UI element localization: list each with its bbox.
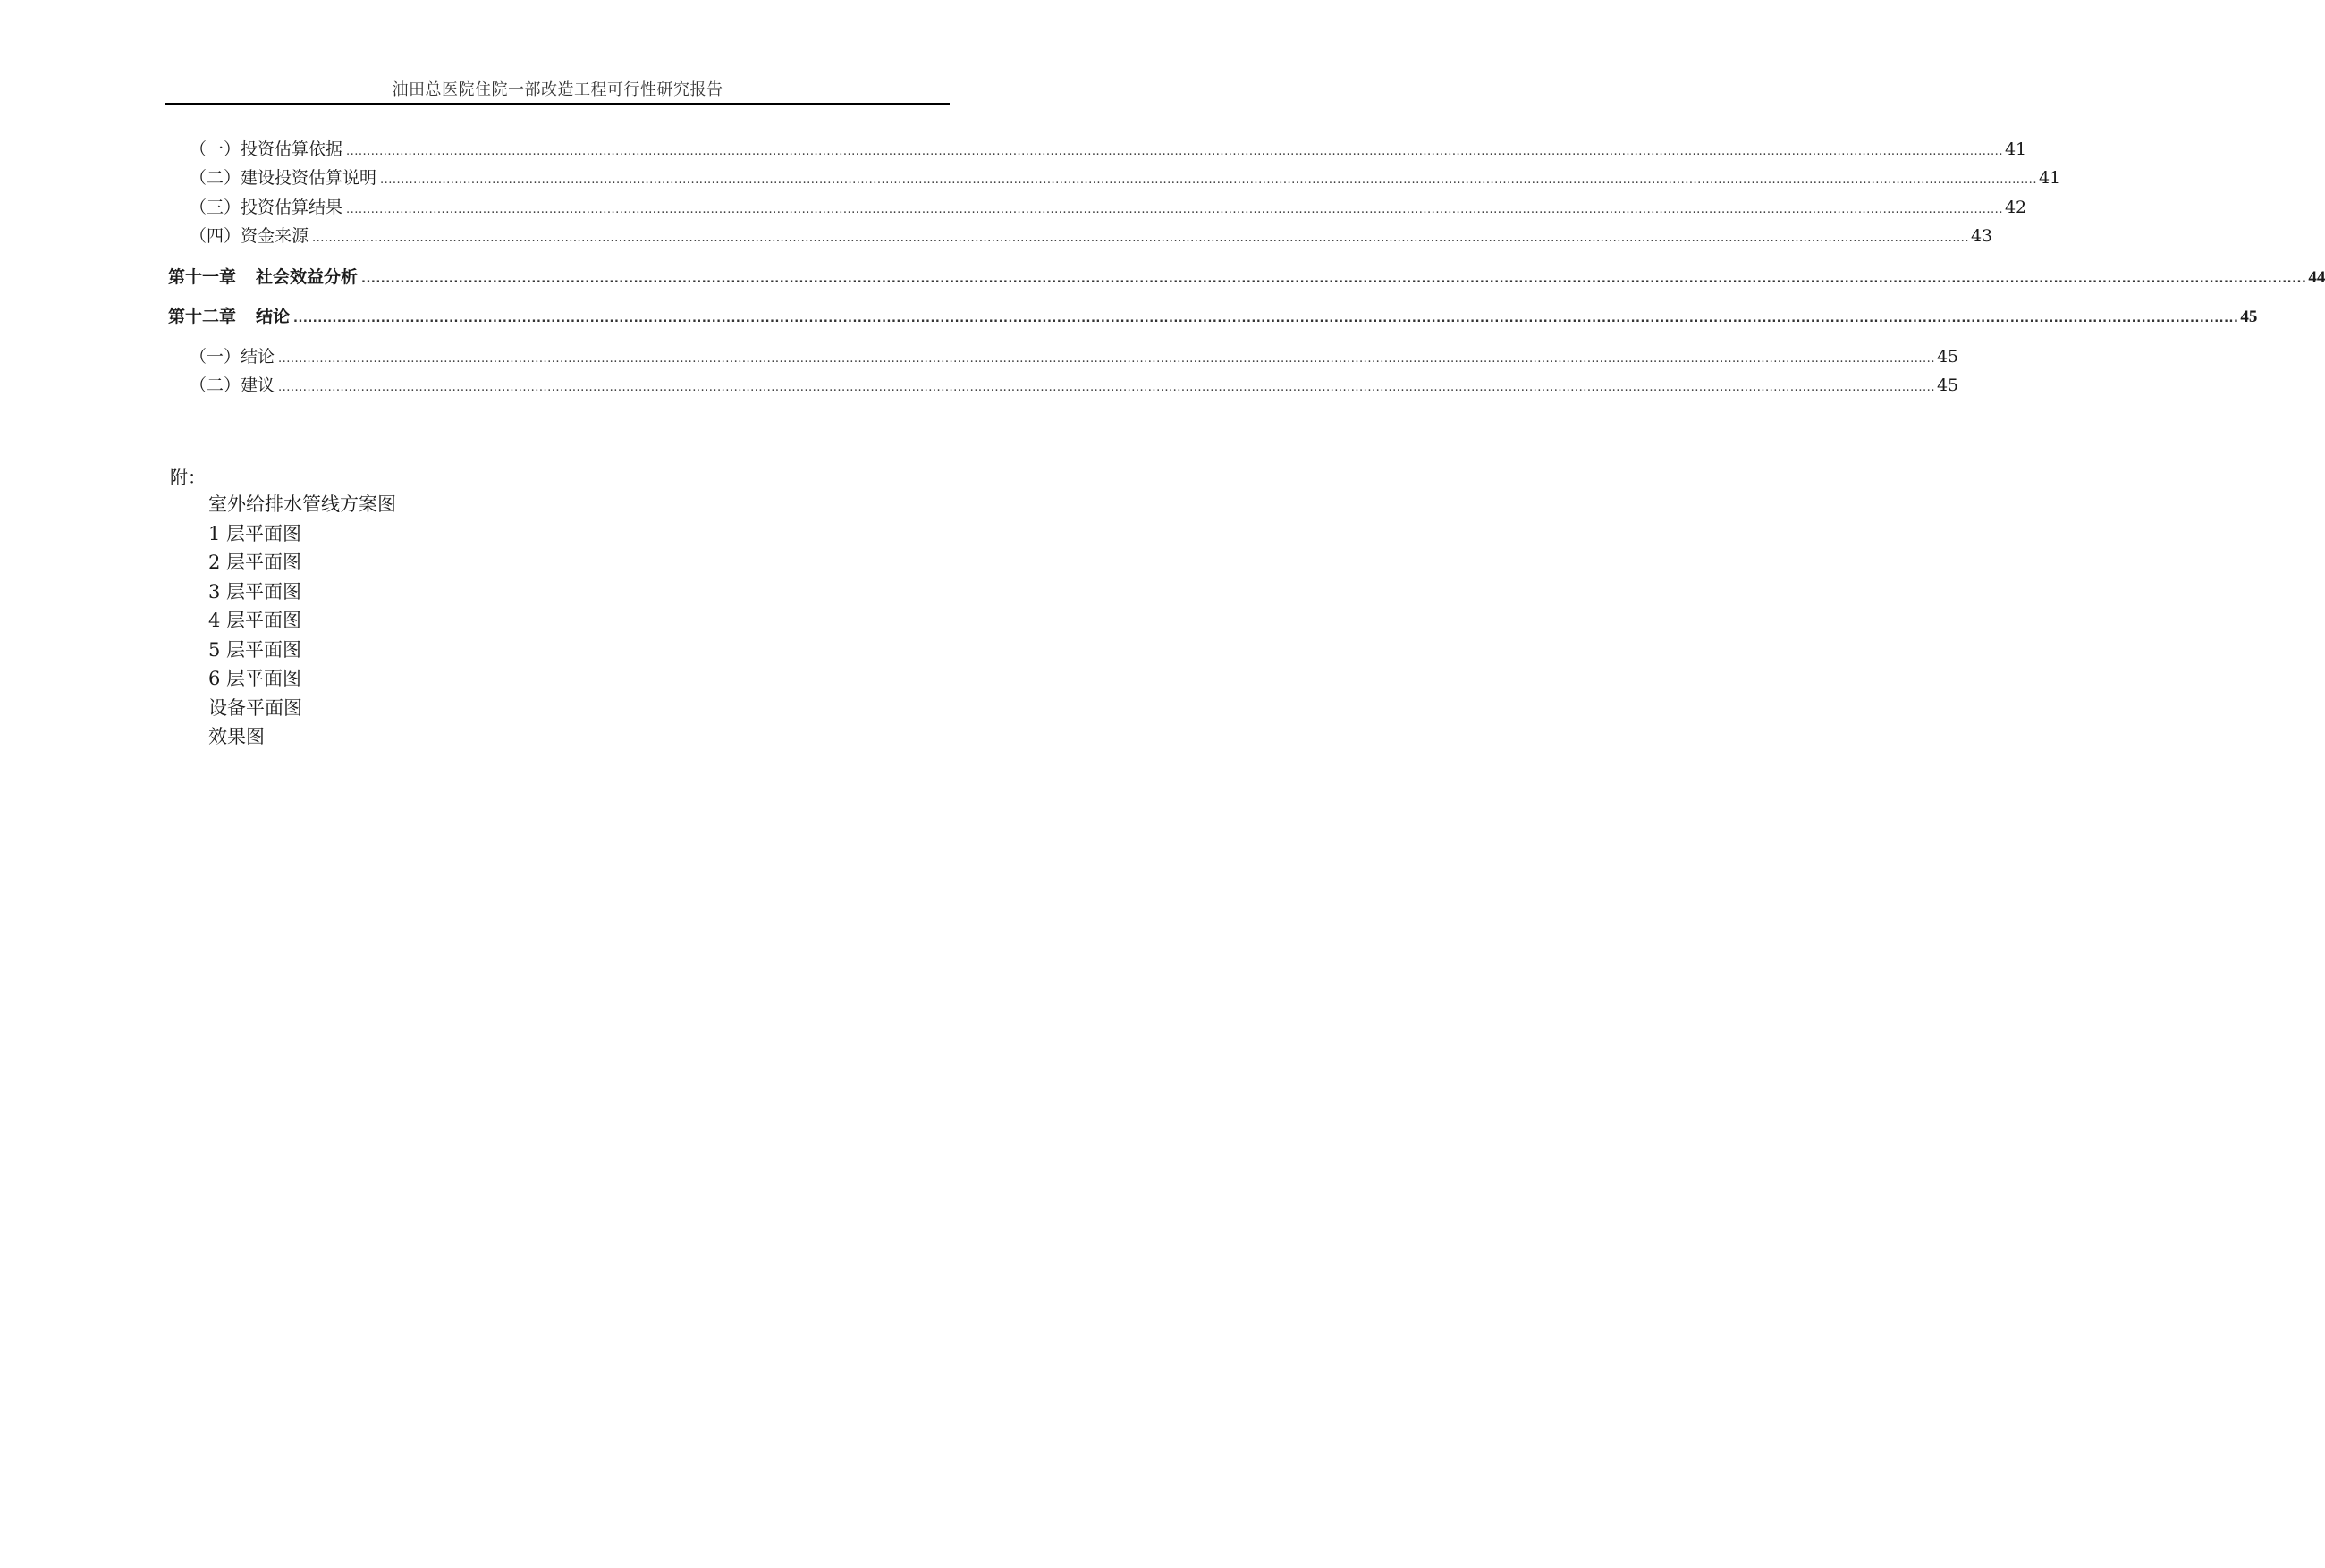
appendix-title: 附：: [170, 467, 206, 488]
toc-entry[interactable]: [190, 345, 1959, 371]
appendix-item: 2 层平面图: [208, 552, 302, 573]
toc-entry-label: （一）结论: [190, 347, 275, 367]
toc-entry-page: 45: [2240, 308, 2258, 326]
appendix-item: 5 层平面图: [208, 638, 302, 661]
toc-leader-dots: ................................................................................................................................................................................................................................................................................................................................................................................................................: [312, 232, 1969, 245]
toc-chapter-title: 结论: [256, 307, 291, 326]
toc-chapter-label: [168, 305, 290, 328]
appendix-item: 设备平面图: [208, 696, 302, 719]
toc-entry-page: 42: [2004, 198, 2027, 217]
toc-leader-dots: ................................................................................................................................................................................................................................................................................................................................................................................................................: [293, 312, 2239, 325]
toc-entry-page: 41: [2038, 168, 2061, 188]
toc-entry[interactable]: [190, 224, 1993, 250]
toc-chapter-number: 第十二章: [168, 307, 237, 326]
toc-entry-label: （三）投资估算结果: [190, 198, 343, 217]
appendix-item: 效果图: [208, 726, 265, 747]
toc-entry[interactable]: [190, 374, 1959, 400]
toc-entry-page: 45: [1936, 375, 1959, 395]
toc-entry-page: 44: [2308, 268, 2325, 287]
toc-chapter-label: [168, 266, 358, 289]
toc-entry[interactable]: [190, 138, 2027, 164]
appendix-item: 3 层平面图: [208, 580, 302, 603]
toc-leader-dots: ................................................................................................................................................................................................................................................................................................................................................................................................................: [278, 381, 1935, 394]
toc-leader-dots: ................................................................................................................................................................................................................................................................................................................................................................................................................: [278, 352, 1935, 366]
toc-entry-page: 45: [1936, 347, 1959, 367]
toc-entry-label: （一）投资估算依据: [190, 139, 343, 159]
toc-entry[interactable]: [190, 196, 2027, 222]
header-rule: [165, 103, 950, 105]
toc-leader-dots: ................................................................................................................................................................................................................................................................................................................................................................................................................: [346, 145, 2003, 158]
toc-chapter-number: 第十一章: [168, 267, 237, 287]
appendix-item: 室外给排水管线方案图: [208, 493, 396, 515]
toc-entry-label: （二）建设投资估算说明: [190, 168, 377, 188]
toc-chapter-entry[interactable]: [168, 305, 2258, 331]
toc-chapter-entry[interactable]: [168, 266, 2325, 291]
toc-entry-page: 41: [2004, 139, 2027, 159]
toc-entry[interactable]: [190, 166, 2061, 192]
toc-entry-page: 43: [1970, 226, 1993, 246]
toc-leader-dots: ................................................................................................................................................................................................................................................................................................................................................................................................................: [380, 173, 2037, 187]
toc-entry-label: （四）资金来源: [190, 226, 309, 246]
toc-chapter-title: 社会效益分析: [256, 267, 359, 287]
toc-entry-label: （二）建议: [190, 375, 275, 395]
page-header-title: 油田总医院住院一部改造工程可行性研究报告: [392, 80, 723, 99]
appendix-list: [208, 490, 396, 752]
appendix-item: 6 层平面图: [208, 668, 302, 689]
appendix-item: 4 层平面图: [208, 610, 302, 631]
appendix-item: 1 层平面图: [208, 522, 302, 544]
toc-leader-dots: ................................................................................................................................................................................................................................................................................................................................................................................................................: [361, 273, 2307, 286]
toc-leader-dots: ................................................................................................................................................................................................................................................................................................................................................................................................................: [346, 203, 2003, 216]
